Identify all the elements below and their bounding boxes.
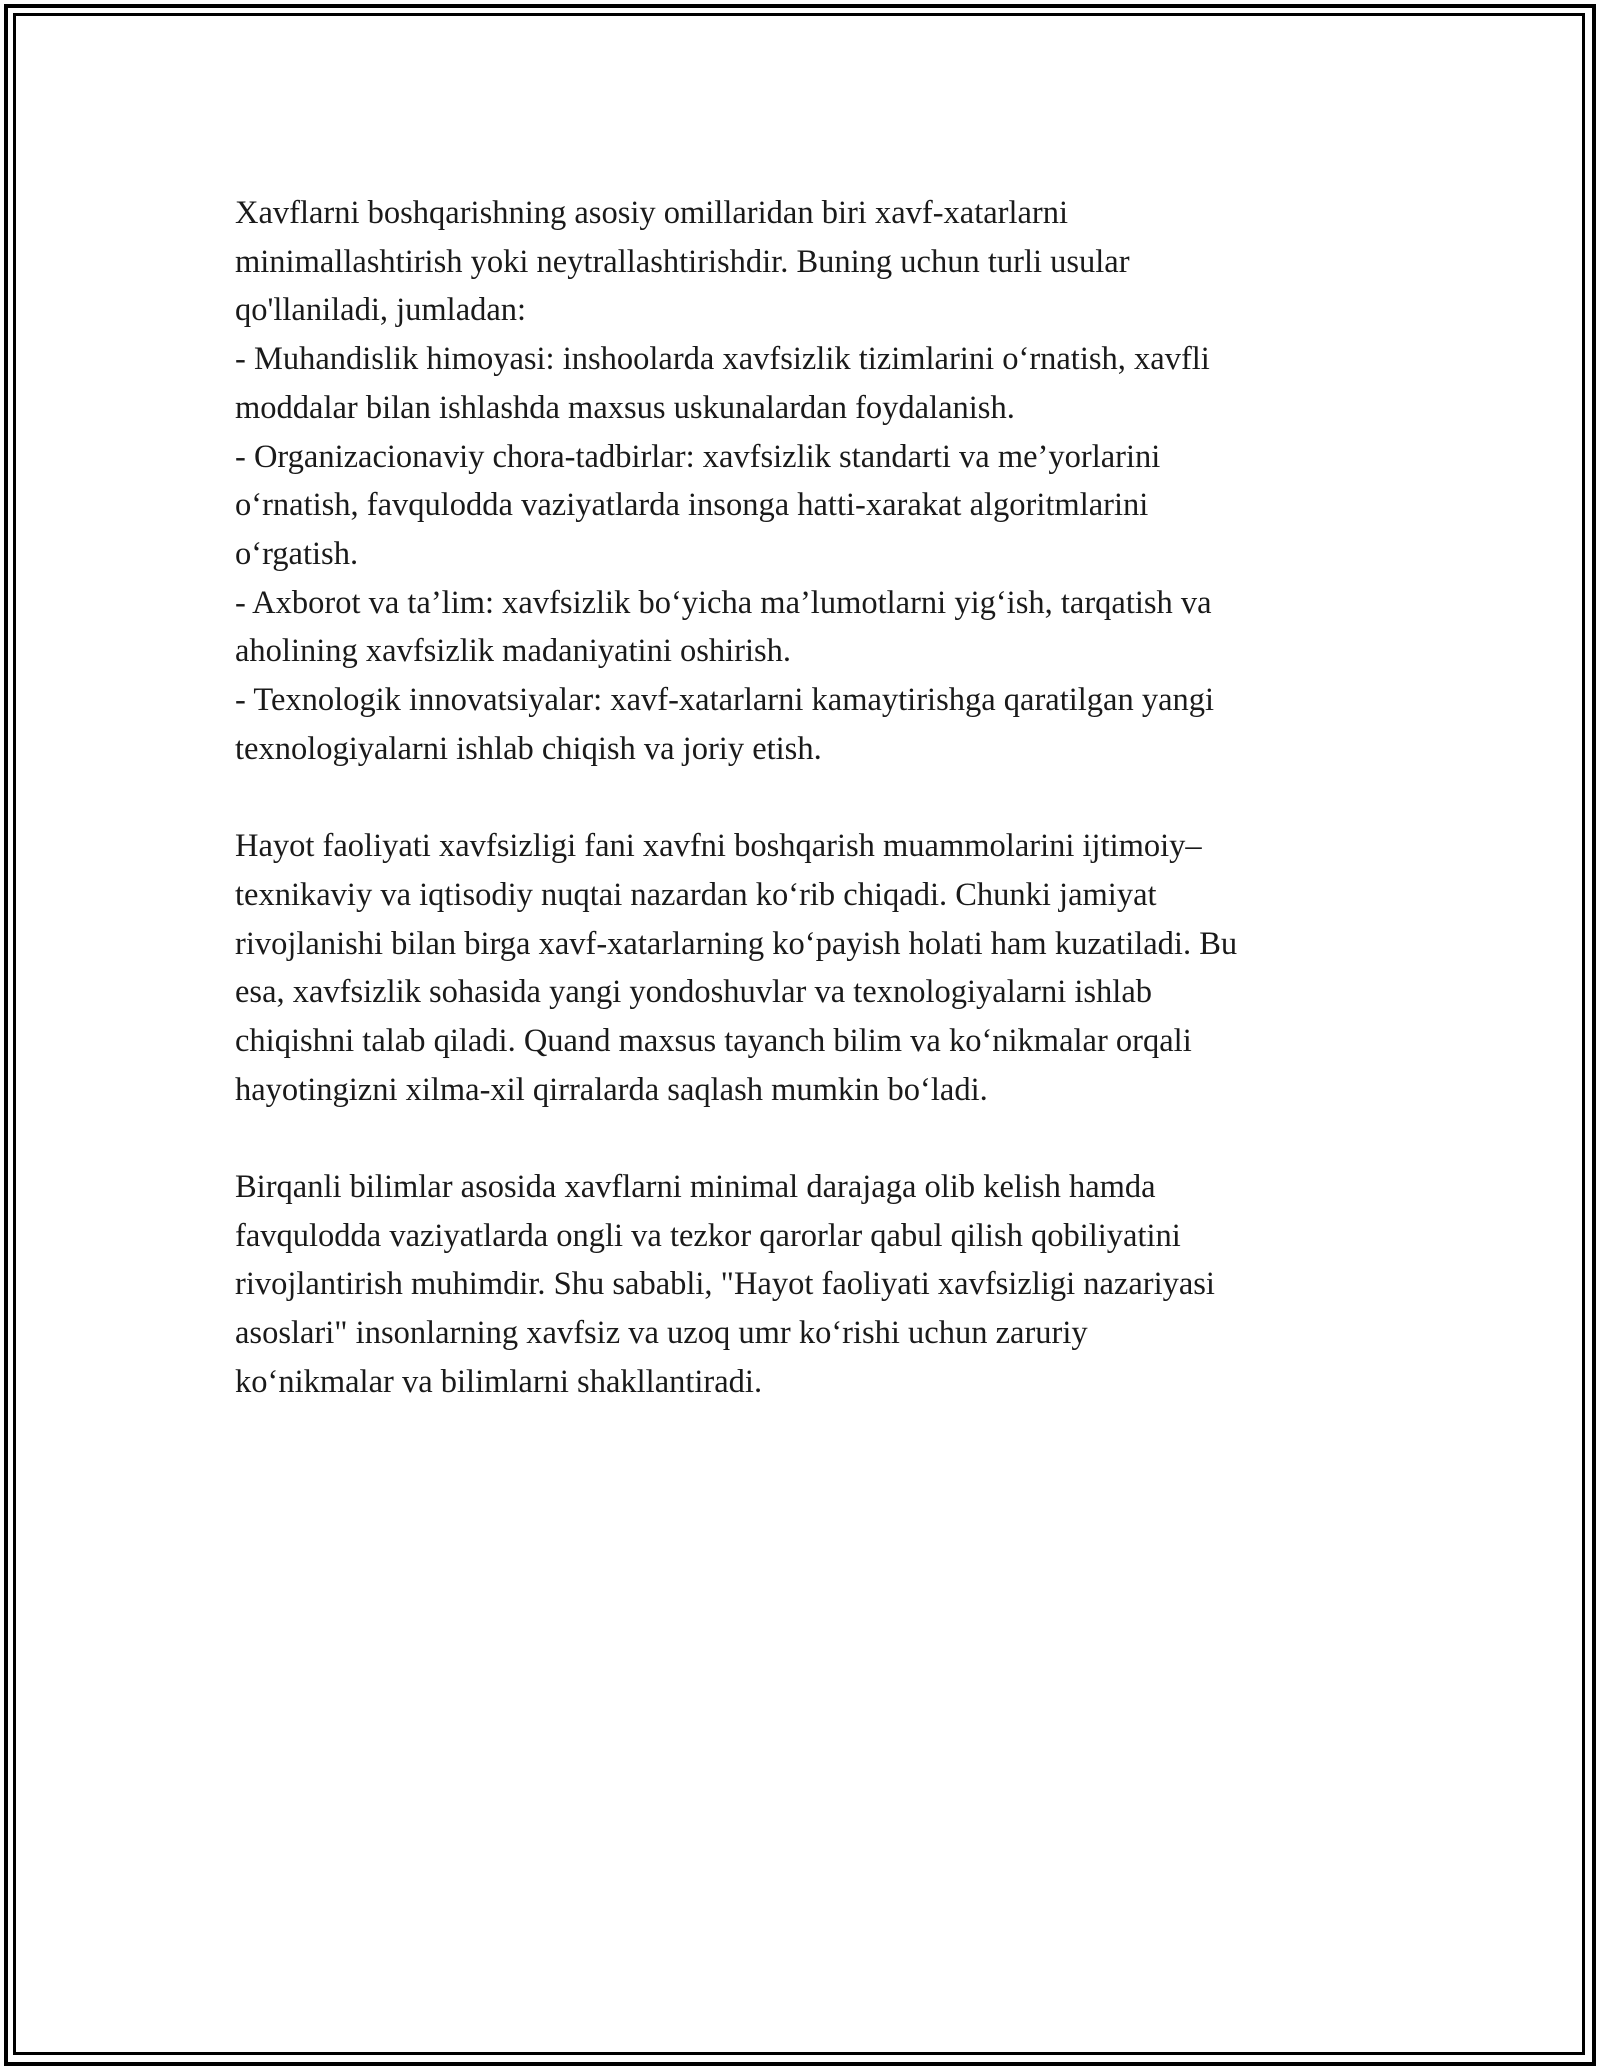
text-line: o‘rnatish, favqulodda vaziyatlarda insonga hatti-xarakat algoritmlarini	[235, 487, 1149, 524]
text-line: favqulodda vaziyatlarda ongli va tezkor qarorlar qabul qilish qobiliyatini	[235, 1217, 1181, 1254]
text-line: Birqanli bilimlar asosida xavflarni minimal darajaga olib kelish hamda	[235, 1169, 1156, 1206]
text-line: qo'llaniladi, jumladan:	[235, 292, 527, 329]
text-line: hayotingizni xilma-xil qirralarda saqlash mumkin bo‘ladi.	[235, 1071, 988, 1108]
text-line: esa, xavfsizlik sohasida yangi yondoshuvlar va texnologiyalarni ishlab	[235, 974, 1153, 1011]
paragraph-conclusion	[235, 1163, 1375, 1407]
text-line: aholining xavfsizlik madaniyatini oshirish.	[235, 633, 792, 670]
text-line: ko‘nikmalar va bilimlarni shakllantiradi.	[235, 1363, 763, 1400]
text-line: rivojlantirish muhimdir. Shu sababli, "Hayot faoliyati xavfsizligi nazariyasi	[235, 1266, 1215, 1303]
text-line: chiqishni talab qiladi. Quand maxsus tayanch bilim va ko‘nikmalar orqali	[235, 1022, 1192, 1059]
text-line: - Axborot va ta’lim: xavfsizlik bo‘yicha ma’lumotlarni yig‘ish, tarqatish va	[235, 584, 1212, 621]
text-line: - Muhandislik himoyasi: inshoolarda xavfsizlik tizimlarini o‘rnatish, xavfli	[235, 341, 1210, 378]
text-line: asoslari" insonlarning xavfsiz va uzoq umr ko‘rishi uchun zaruriy	[235, 1315, 1088, 1352]
text-line: Xavflarni boshqarishning asosiy omillaridan biri xavf-xatarlarni	[235, 195, 1069, 231]
text-line: - Organizacionaviy chora-tadbirlar: xavfsizlik standarti va me’yorlarini	[235, 438, 1161, 475]
paragraph-life-safety-science	[235, 822, 1375, 1114]
text-line: o‘rgatish.	[235, 535, 359, 572]
text-line: minimallashtirish yoki neytrallashtirishdir. Buning uchun turli usular	[235, 243, 1130, 280]
text-line: moddalar bilan ishlashda maxsus uskunalardan foydalanish.	[235, 389, 1015, 426]
text-line: - Texnologik innovatsiyalar: xavf-xatarlarni kamaytirishga qaratilgan yangi	[235, 682, 1215, 719]
text-line: texnologiyalarni ishlab chiqish va joriy etish.	[235, 730, 822, 767]
text-line: rivojlanishi bilan birga xavf-xatarlarning ko‘payish holati ham kuzatiladi. Bu	[235, 925, 1238, 962]
paragraph-risk-methods	[235, 189, 1375, 773]
document-body	[235, 189, 1375, 1455]
text-line: Hayot faoliyati xavfsizligi fani xavfni boshqarish muammolarini ijtimoiy–	[235, 828, 1202, 865]
text-line: texnikaviy va iqtisodiy nuqtai nazardan ko‘rib chiqadi. Chunki jamiyat	[235, 876, 1157, 913]
